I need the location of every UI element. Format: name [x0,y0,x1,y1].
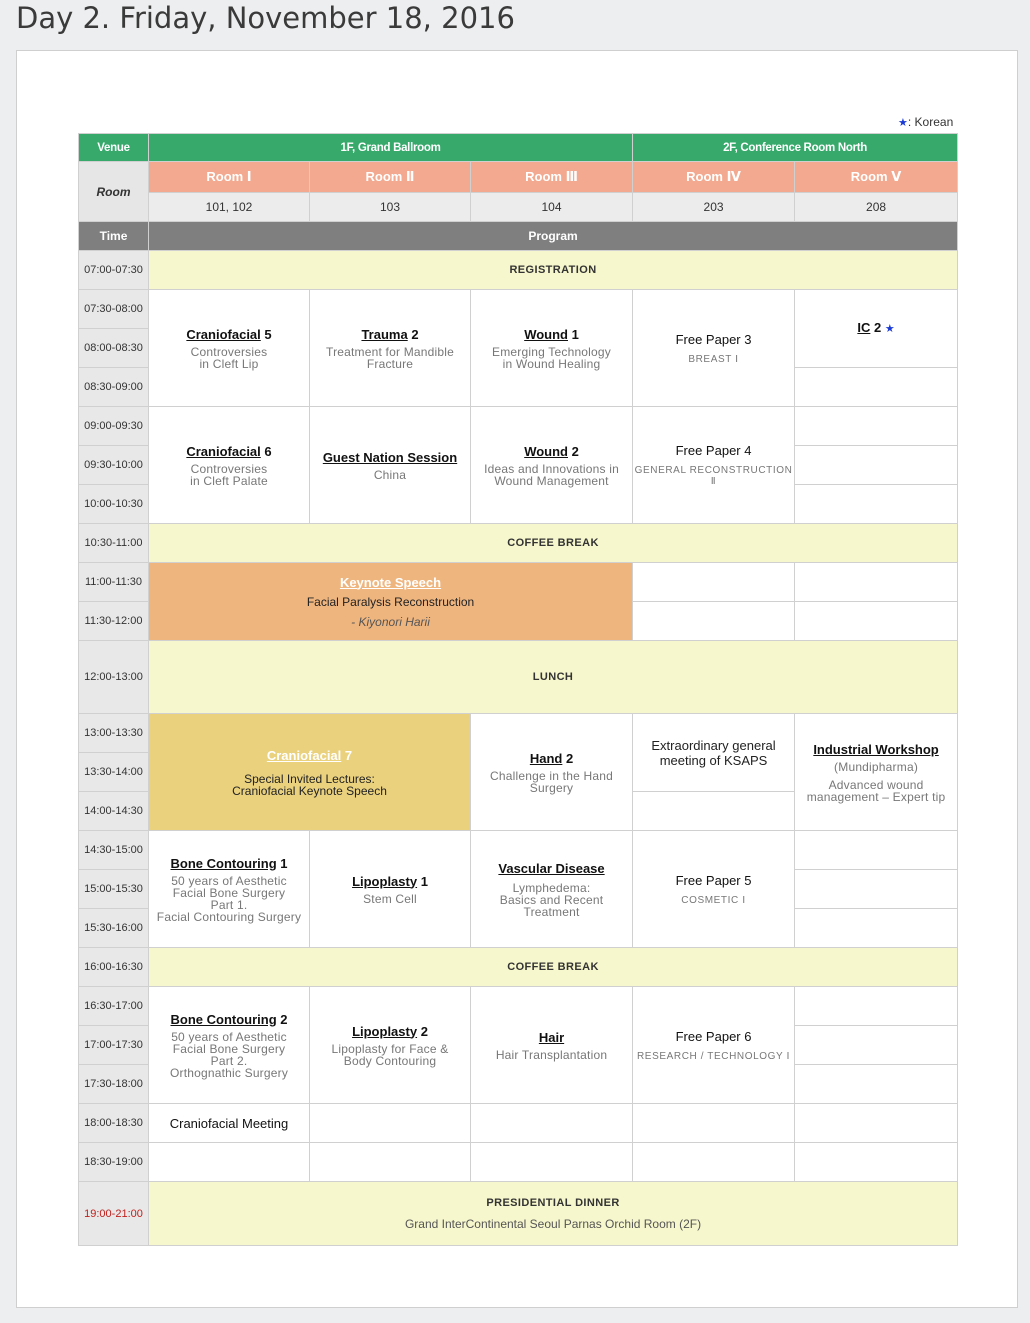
empty-cell [795,446,958,485]
session-title-link[interactable]: Guest Nation Session [322,449,458,465]
session-title-link[interactable]: Vascular Disease [498,860,605,876]
empty-cell [795,1104,958,1143]
session-wound-2[interactable] [471,407,633,524]
empty-cell [633,1104,795,1143]
time-slot: 09:30-10:00 [79,446,149,485]
time-slot: 16:30-17:00 [79,987,149,1026]
empty-cell [633,602,795,641]
session-number: 1 [568,326,579,342]
room-3-number: 104 [471,193,633,222]
session-caps: COSMETIC Ⅰ [681,894,746,906]
lunch-band: LUNCH [149,641,958,714]
session-desc: 50 years of Aesthetic [171,1029,287,1044]
session-desc: management – Expert tip [806,789,946,804]
dinner-place: Grand InterContinental Seoul Parnas Orchid Room (2F) [404,1216,702,1231]
session-desc: Controversies [190,344,268,359]
session-lipoplasty-2[interactable] [310,987,471,1104]
session-title: Free Paper 5 [675,872,752,888]
program-header: Program [149,222,958,251]
session-lipoplasty-1[interactable] [310,831,471,948]
session-hand-2[interactable] [471,714,633,831]
session-desc: Facial Bone Surgery [172,885,286,900]
session-desc: Part 1. [210,897,248,912]
session-title-link[interactable]: IC [857,320,871,335]
session-title-link[interactable]: Lipoplasty [352,873,418,889]
session-craniofacial-meeting [149,1104,310,1143]
session-number: 7 [341,747,353,763]
session-title: Craniofacial Meeting [169,1115,289,1131]
room-1-number: 101, 102 [149,193,310,222]
session-title-link[interactable]: Lipoplasty [352,1023,418,1039]
session-free-paper-3 [633,290,795,407]
empty-cell [471,1143,633,1182]
session-desc: Wound Management [494,473,609,488]
empty-cell [795,909,958,948]
session-title-link[interactable]: Craniofacial [266,747,342,763]
coffee-break-band: COFFEE BREAK [149,948,958,987]
session-ic-2[interactable] [795,290,958,368]
session-line: Extraordinary general [651,737,776,753]
time-slot: 13:00-13:30 [79,714,149,753]
session-desc: Challenge in the Hand [490,768,613,783]
session-hair[interactable] [471,987,633,1104]
empty-cell [633,1143,795,1182]
time-slot: 07:30-08:00 [79,290,149,329]
session-free-paper-4 [633,407,795,524]
empty-cell [795,1143,958,1182]
session-craniofacial-5[interactable] [149,290,310,407]
legend-label: : Korean [907,115,954,129]
session-desc: in Cleft Lip [199,356,259,371]
session-title: Free Paper 4 [675,443,752,458]
session-desc: Basics and Recent [499,892,604,907]
floor1-header: 1F, Grand Ballroom [149,134,633,162]
empty-cell [795,1026,958,1065]
session-desc: Emerging Technology [492,344,611,359]
session-free-paper-6 [633,987,795,1104]
time-slot: 08:00-08:30 [79,329,149,368]
session-title-link[interactable]: Hand [529,750,563,766]
session-desc: Orthognathic Surgery [169,1065,289,1080]
session-desc: Treatment [523,904,580,919]
session-trauma-2[interactable] [310,290,471,407]
session-industrial-workshop[interactable] [795,714,958,831]
session-title-link[interactable]: Bone Contouring [170,1011,277,1027]
time-slot: 07:00-07:30 [79,251,149,290]
time-slot: 14:30-15:00 [79,831,149,870]
presidential-dinner-band [149,1182,958,1246]
session-bone-contouring-2[interactable] [149,987,310,1104]
room-2-name: Room Ⅱ [310,162,471,193]
empty-cell [795,563,958,602]
session-desc: Ideas and Innovations in [484,461,619,476]
empty-cell [310,1104,471,1143]
coffee-break-band: COFFEE BREAK [149,524,958,563]
session-desc: Controversies [190,461,268,476]
session-desc: Treatment for Mandible [325,344,454,359]
session-craniofacial-6[interactable] [149,407,310,524]
session-desc: China [373,467,407,482]
session-number: 5 [260,326,272,342]
session-desc: Facial Paralysis Reconstruction [306,594,475,609]
session-title-link[interactable]: Wound [524,326,568,342]
session-craniofacial-7[interactable] [149,714,471,831]
session-wound-1[interactable] [471,290,633,407]
time-slot: 09:00-09:30 [79,407,149,446]
floor2-header: 2F, Conference Room North [633,134,958,162]
empty-cell [633,563,795,602]
session-desc: (Mundipharma) [834,759,919,774]
time-slot: 13:30-14:00 [79,753,149,792]
time-slot: 14:00-14:30 [79,792,149,831]
empty-cell [633,792,795,831]
session-number: 1 [417,873,428,889]
session-desc: Surgery [529,780,574,795]
room-4-number: 203 [633,193,795,222]
time-slot: 17:30-18:00 [79,1065,149,1104]
session-desc: Part 2. [210,1053,248,1068]
session-number: 1 [276,855,288,871]
session-keynote-speech[interactable] [149,563,633,641]
room-header: Room [79,162,149,222]
room-1-name: Room Ⅰ [149,162,310,193]
empty-cell [795,368,958,407]
time-slot: 10:00-10:30 [79,485,149,524]
session-guest-nation[interactable] [310,407,471,524]
session-title-link[interactable]: Wound [524,443,568,459]
session-number: 6 [260,443,272,459]
session-desc: Facial Bone Surgery [172,1041,286,1056]
time-slot: 18:30-19:00 [79,1143,149,1182]
session-title: Free Paper 6 [675,1028,752,1044]
session-title-link[interactable]: Trauma [361,326,408,342]
session-title-link[interactable]: Keynote Speech [339,574,442,590]
room-5-number: 208 [795,193,958,222]
session-title-link[interactable]: Craniofacial [186,326,261,342]
schedule-table [78,133,958,1246]
page-title: Day 2. Friday, November 18, 2016 [16,1,515,35]
session-desc: Advanced wound [828,777,924,792]
session-number: 2 [562,750,574,766]
session-title: Free Paper 3 [675,331,752,347]
session-desc: Lipoplasty for Face & [331,1041,449,1056]
time-slot: 16:00-16:30 [79,948,149,987]
room-4-name: Room Ⅳ [633,162,795,193]
session-desc: in Cleft Palate [190,473,268,488]
session-desc: 50 years of Aesthetic [171,873,287,888]
time-header: Time [79,222,149,251]
venue-header: Venue [79,134,149,162]
session-title-link[interactable]: Hair [538,1029,565,1045]
session-title-link[interactable]: Craniofacial [186,443,261,459]
room-2-number: 103 [310,193,471,222]
session-line: meeting of KSAPS [659,752,768,768]
session-desc: Stem Cell [363,891,417,906]
empty-cell [471,1104,633,1143]
session-title-link[interactable]: Industrial Workshop [813,741,939,757]
time-slot: 15:00-15:30 [79,870,149,909]
session-number: 2 [568,443,579,459]
session-caps: RESEARCH / TECHNOLOGY Ⅰ [636,1050,791,1062]
room-3-name: Room Ⅲ [471,162,633,193]
time-slot: 11:30-12:00 [79,602,149,641]
korean-legend [898,115,953,129]
session-vascular-disease[interactable] [471,831,633,948]
empty-cell [795,407,958,446]
registration-band: REGISTRATION [149,251,958,290]
room-5-name: Room Ⅴ [795,162,958,193]
session-free-paper-5 [633,831,795,948]
session-caps: GENERAL RECONSTRUCTION Ⅱ [634,465,793,487]
session-desc: Hair Transplantation [495,1047,608,1062]
session-bone-contouring-1[interactable] [149,831,310,948]
empty-cell [795,870,958,909]
session-number: 2 [417,1023,428,1039]
empty-cell [795,602,958,641]
speaker-name: - Kiyonori Harii [351,614,430,629]
session-number: 2 [870,320,882,335]
time-slot: 18:00-18:30 [79,1104,149,1143]
session-desc: Fracture [366,356,414,371]
empty-cell [795,485,958,524]
session-number: 2 [276,1011,288,1027]
dinner-title: PRESIDENTIAL DINNER [486,1196,620,1209]
session-number: 2 [407,326,419,342]
time-slot: 19:00-21:00 [79,1182,149,1246]
time-slot: 15:30-16:00 [79,909,149,948]
empty-cell [310,1143,471,1182]
session-caps: BREAST Ⅰ [688,353,739,365]
empty-cell [795,831,958,870]
session-desc: Lymphedema: [512,880,591,895]
time-slot: 11:00-11:30 [79,563,149,602]
empty-cell [149,1143,310,1182]
session-desc: in Wound Healing [502,356,601,371]
session-desc: Craniofacial Keynote Speech [232,783,387,798]
korean-star-icon: ★ [898,117,908,129]
time-slot: 17:00-17:30 [79,1026,149,1065]
session-title-link[interactable]: Bone Contouring [170,855,277,871]
session-desc: Special Invited Lectures: [244,771,375,786]
session-desc: Facial Contouring Surgery [156,909,302,924]
empty-cell [795,987,958,1026]
session-ksaps-meeting [633,714,795,792]
time-slot: 12:00-13:00 [79,641,149,714]
time-slot: 08:30-09:00 [79,368,149,407]
empty-cell [795,1065,958,1104]
time-slot: 10:30-11:00 [79,524,149,563]
session-desc: Body Contouring [343,1053,437,1068]
korean-star-icon: ★ [884,323,895,335]
